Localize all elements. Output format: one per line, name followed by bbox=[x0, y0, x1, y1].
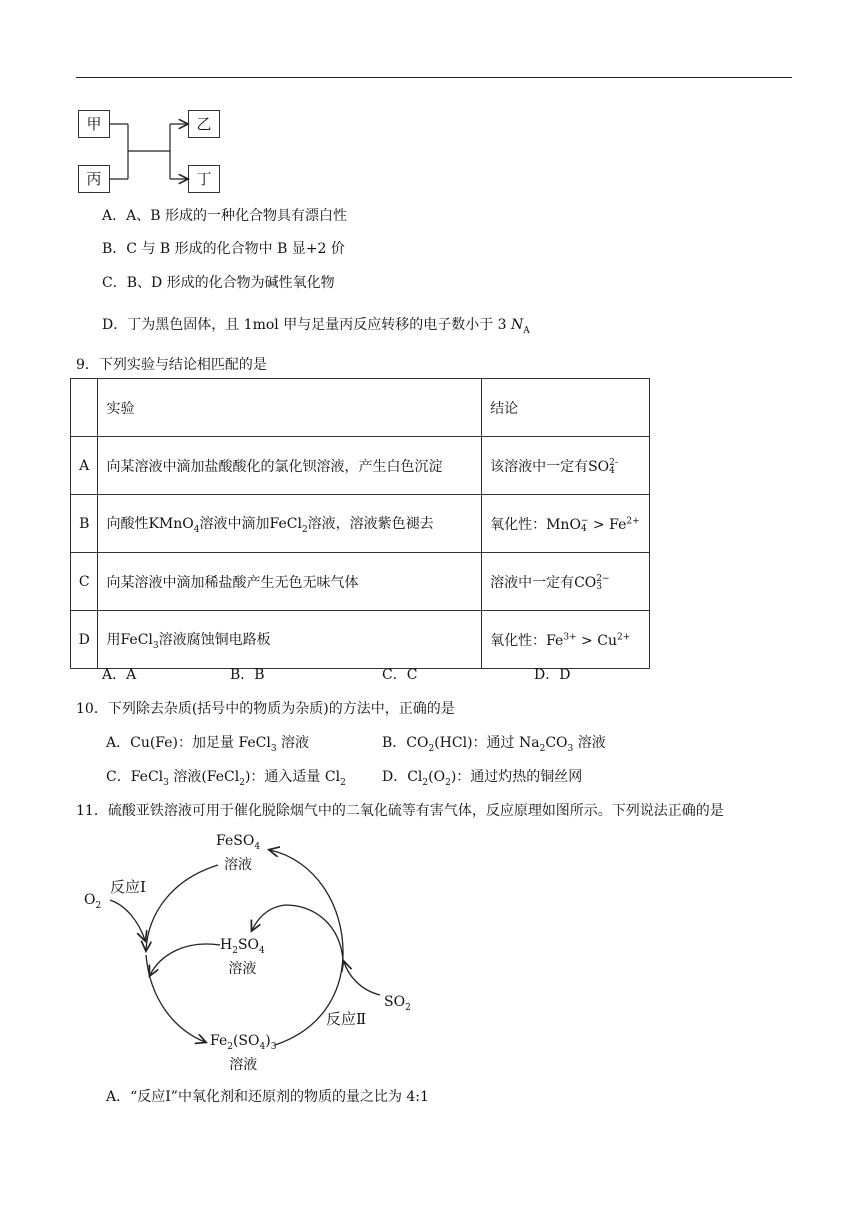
row-con: 溶液中一定有CO 2− 3 bbox=[482, 553, 650, 611]
row-con: 氧化性：$Fe^{3+} > Cu^{2+}$ bbox=[482, 611, 650, 669]
q9-choice-a: A．A bbox=[102, 667, 137, 683]
table-cell bbox=[71, 379, 98, 437]
row-label: A bbox=[71, 437, 98, 495]
q8-option-d-n: N bbox=[511, 317, 524, 333]
q10-option-c: C．FeCl$_3$ 溶液(FeCl$_2$)：通入适量 $Cl_2$ bbox=[106, 769, 346, 788]
q9-table bbox=[70, 378, 650, 669]
q8-option-c: C．B、D 形成的化合物为碱性氧化物 bbox=[102, 275, 335, 291]
table-row bbox=[71, 553, 650, 611]
q8-connectors bbox=[110, 124, 187, 179]
table-row bbox=[71, 495, 650, 553]
box-ding: 丁 bbox=[188, 165, 220, 193]
q10-option-b: B．$CO_2(HCl)$：通过 $Na_2CO_3$ 溶液 bbox=[382, 735, 606, 754]
q9-choice-b: B．B bbox=[230, 667, 265, 683]
q8-option-a: A．A、B 形成的一种化合物具有漂白性 bbox=[102, 208, 347, 224]
feso4-label: FeSO$_4$ 溶液 bbox=[216, 833, 261, 873]
h2so4-label: $H_2SO_4$ 溶液 bbox=[220, 937, 265, 977]
box-yi: 乙 bbox=[188, 110, 220, 138]
row-exp: 向某溶液中滴加稀盐酸产生无色无味气体 bbox=[98, 553, 482, 611]
row-con: 氧化性：MnO − 4 > $Fe^{2+}$ bbox=[482, 495, 650, 553]
row-exp: 用FeCl$_3$溶液腐蚀铜电路板 bbox=[98, 611, 482, 669]
q8-option-d-a: A bbox=[523, 325, 530, 336]
q11-option-a: A．“反应Ⅰ”中氧化剂和还原剂的物质的量之比为 4:1 bbox=[106, 1089, 429, 1105]
reaction-1-label: 反应Ⅰ bbox=[110, 878, 146, 896]
row-con: 该溶液中一定有SO 2- 4 bbox=[482, 437, 650, 495]
table-row bbox=[71, 437, 650, 495]
table-row bbox=[71, 379, 650, 437]
q8-option-d bbox=[102, 314, 530, 336]
row-label: D bbox=[71, 611, 98, 669]
header-exp: 实验 bbox=[98, 379, 482, 437]
row-exp: 向酸性KMnO$_4$溶液中滴加FeCl$_2$溶液，溶液紫色褪去 bbox=[98, 495, 482, 553]
q10-option-d: D．$Cl_2(O_2)$：通过灼热的铜丝网 bbox=[382, 769, 583, 788]
header-con: 结论 bbox=[482, 379, 650, 437]
q9-choice-c: C．C bbox=[382, 667, 418, 683]
row-exp: 向某溶液中滴加盐酸酸化的氯化钡溶液，产生白色沉淀 bbox=[98, 437, 482, 495]
q8-option-b: B．C 与 B 形成的化合物中 B 显+2 价 bbox=[102, 241, 345, 257]
so2-label: $SO_2$ bbox=[384, 994, 411, 1013]
reaction-2-label: 反应Ⅱ bbox=[326, 1010, 367, 1028]
fe2so43-label: $Fe_2(SO_4)_3$ 溶液 bbox=[210, 1033, 277, 1073]
box-jia: 甲 bbox=[78, 110, 110, 138]
q10-option-a: A．Cu(Fe)：加足量 FeCl$_3$ 溶液 bbox=[106, 735, 310, 754]
table-row bbox=[71, 611, 650, 669]
o2-label: $O_2$ bbox=[84, 892, 102, 911]
q8-option-d-text: D．丁为黑色固体，且 1mol 甲与足量丙反应转移的电子数小于 3 bbox=[102, 317, 507, 333]
q9-choice-d: D．D bbox=[534, 667, 571, 683]
q9-stem: 9．下列实验与结论相匹配的是 bbox=[76, 357, 267, 373]
q10-stem: 10．下列除去杂质(括号中的物质为杂质)的方法中，正确的是 bbox=[76, 701, 455, 717]
row-label: B bbox=[71, 495, 98, 553]
row-label: C bbox=[71, 553, 98, 611]
q11-stem: 11．硫酸亚铁溶液可用于催化脱除烟气中的二氧化硫等有害气体，反应原理如图所示。下列说法正确的是 bbox=[76, 803, 724, 819]
box-bing: 丙 bbox=[78, 165, 110, 193]
